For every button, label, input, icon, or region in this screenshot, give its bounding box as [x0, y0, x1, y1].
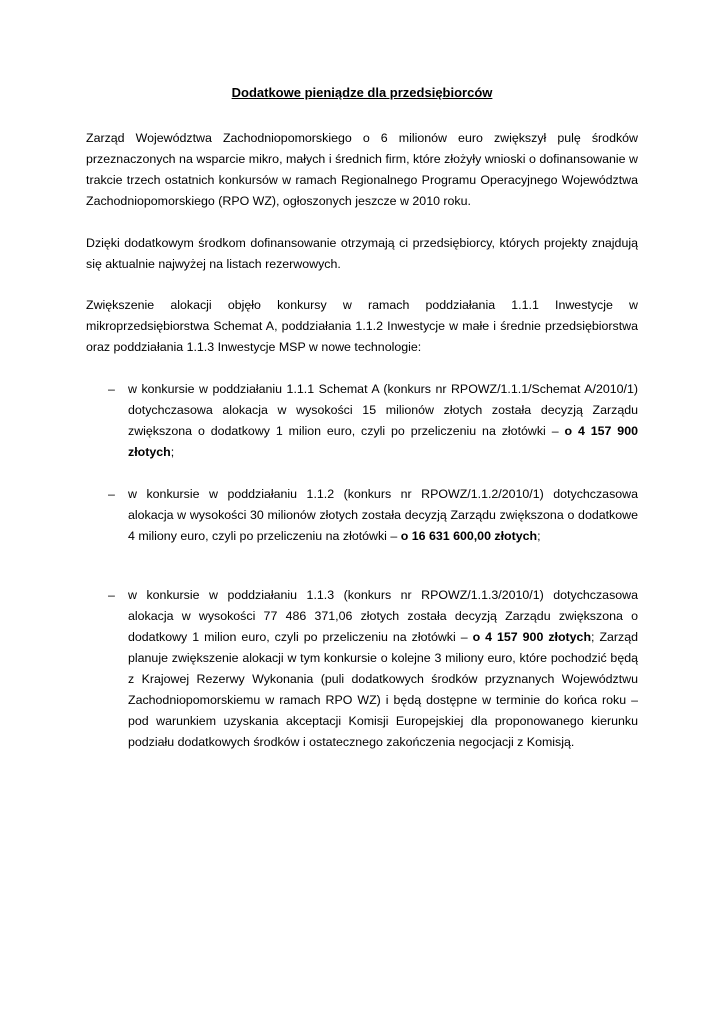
list-item-tail: ;	[170, 445, 175, 459]
list-item-text	[128, 379, 638, 463]
paragraph-allocation-scope: Zwiększenie alokacji objęło konkursy w ramach poddziałania 1.1.1 Inwestycje w mikroprzedsiębiorstwa Schemat A, poddziałania 1.1.2 Inwestycje w małe i średnie przedsiębiorstwa oraz poddziałania 1.1.3 Inwestycje MSP w nowe technologie:	[86, 298, 638, 354]
dash-bullet-icon: –	[108, 588, 115, 602]
list-item	[108, 484, 638, 547]
list-item-tail: ; Zarząd planuje zwiększenie alokacji w tym konkursie o kolejne 3 miliony euro, które pochodzić będą z Krajowej Rezerwy Wykonania (puli dodatkowych środków przyznanych Województwu Zachodniopomorskiemu w ramach RPO WZ) i będą dostępne w terminie do końca roku – pod warunkiem uzyskania akceptacji Komisji Europejskiej dla proponowanego kierunku podziału dodatkowych środków i ostatecznego zakończenia negocjacji z Komisją.	[128, 630, 639, 749]
list-item-amount: o 4 157 900 złotych	[128, 424, 638, 459]
dash-bullet-icon: –	[108, 487, 115, 501]
dash-bullet-icon: –	[108, 382, 115, 396]
list-item-tail: ;	[537, 529, 541, 543]
list-item-text	[128, 484, 638, 547]
list-item	[108, 585, 638, 753]
list-item-text	[128, 585, 638, 753]
document-title: Dodatkowe pieniądze dla przedsiębiorców	[231, 85, 493, 100]
paragraph-intro: Zarząd Województwa Zachodniopomorskiego o 6 milionów euro zwiększył pulę środków przeznaczonych na wsparcie mikro, małych i średnich firm, które złożyły wnioski o dofinansowanie w trakcie trzech ostatnich konkursów w ramach Regionalnego Programu Operacyjnego Województwa Zachodniopomorskiego (RPO WZ), ogłoszonych jeszcze w 2010 roku.	[86, 131, 638, 208]
list-item-body: w konkursie w poddziałaniu 1.1.2 (konkurs nr RPOWZ/1.1.2/2010/1) dotychczasowa alokacja w wysokości 30 milionów złotych została decyzją Zarządu zwiększona o dodatkowe 4 miliony euro, czyli po przeliczeniu na złotówki –	[128, 487, 638, 543]
list-item-body: w konkursie w poddziałaniu 1.1.1 Schemat A (konkurs nr RPOWZ/1.1.1/Schemat A/2010/1) dotychczasowa alokacja w wysokości 15 milionów złotych została decyzją Zarządu zwiększona o dodatkowy 1 milion euro, czyli po przeliczeniu na złotówki –	[128, 382, 638, 438]
list-item-body: w konkursie w poddziałaniu 1.1.3 (konkurs nr RPOWZ/1.1.3/2010/1) dotychczasowa alokacja w wysokości 77 486 371,06 złotych została decyzją Zarządu zwiększona o dodatkowy 1 milion euro, czyli po przeliczeniu na złotówki –	[128, 588, 638, 644]
list-item	[108, 379, 638, 463]
list-item-amount: o 16 631 600,00 złotych	[400, 529, 538, 543]
list-item-amount: o 4 157 900 złotych	[472, 630, 592, 644]
paragraph-reserve-lists: Dzięki dodatkowym środkom dofinansowanie otrzymają ci przedsiębiorcy, których projekty znajdują się aktualnie najwyżej na listach rezerwowych.	[86, 236, 638, 271]
